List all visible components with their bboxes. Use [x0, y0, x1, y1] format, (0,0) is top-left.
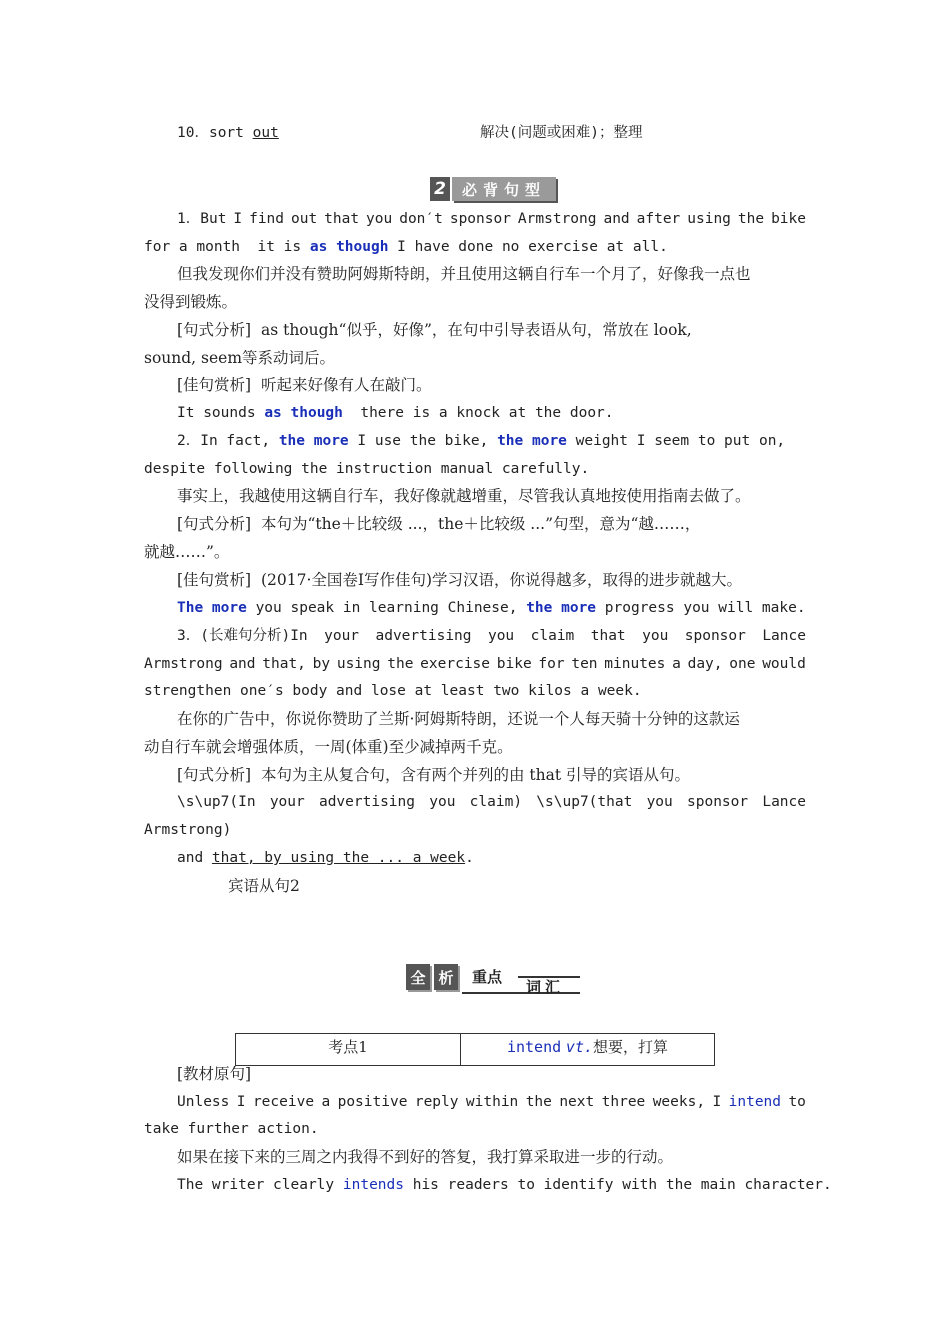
word: one: [729, 656, 756, 672]
word: don′t: [399, 211, 443, 227]
s2-example-chinese: [177, 570, 806, 590]
word: would: [762, 656, 806, 672]
word: that: [590, 628, 626, 644]
word: claim: [530, 628, 575, 644]
word: by: [312, 656, 331, 672]
s1-example-chinese: [177, 375, 806, 395]
word: you: [487, 628, 515, 644]
word: you: [642, 628, 669, 644]
text-segment: 2．In fact,: [177, 433, 279, 449]
word: positive: [337, 1094, 408, 1110]
word: exercise: [420, 656, 491, 672]
word: and: [603, 211, 630, 227]
orig-example-english: [177, 1175, 832, 1195]
keyword-the-more: the more: [278, 433, 349, 449]
s3-analysis: [177, 765, 806, 785]
word: the: [737, 211, 765, 227]
s1-english-line1: [177, 209, 806, 229]
word: a: [672, 656, 681, 672]
word: out: [290, 211, 318, 227]
section-header-sentence-patterns: [430, 177, 556, 201]
word: using: [336, 656, 381, 672]
text-segment: 本句为主从复合句，含有两个并列的由 that 引导的宾语从句。: [251, 766, 691, 784]
banner-word-focus: 重点: [472, 968, 503, 986]
key-point-word: [461, 1034, 715, 1066]
orig-english-line1: [177, 1092, 806, 1112]
keyword-the-more: The more: [177, 600, 247, 616]
keyword-the-more: the more: [497, 433, 567, 449]
word: ten: [571, 656, 598, 672]
keyword-intend: intend: [728, 1094, 782, 1110]
text-segment: his readers to identify with the main character.: [403, 1177, 832, 1193]
part-of-speech: vt.: [565, 1038, 594, 1056]
word: next: [559, 1094, 595, 1110]
word: I: [233, 211, 243, 227]
word: day,: [687, 656, 723, 672]
s1-analysis-line2: sound, seem等系动词后。: [144, 349, 336, 367]
word: Armstrong: [517, 211, 597, 227]
s3-field-code-line1: [177, 792, 806, 812]
textbook-sentence-label: [教材原句]: [177, 1065, 252, 1083]
word: claim): [469, 794, 523, 810]
s3-and-clause: [177, 848, 806, 868]
s1-english-line2: [144, 237, 806, 257]
s1-analysis-line1: [177, 320, 806, 340]
word: to: [788, 1094, 806, 1110]
keyword-as-though: as though: [309, 239, 389, 255]
banner-char-1: 全: [406, 964, 430, 990]
example-label: [佳句赏析]: [177, 376, 252, 394]
word: find: [249, 211, 285, 227]
vocab-item-10: [177, 123, 806, 143]
word: sponsor: [684, 628, 746, 644]
object-clause-label: 宾语从句2: [228, 877, 300, 895]
word: Lance: [762, 794, 806, 810]
text-segment: you speak in learning Chinese,: [246, 600, 527, 616]
word: I: [236, 1094, 246, 1110]
s3-field-code-line2: Armstrong): [144, 822, 232, 838]
s1-chinese-line1: 但我发现你们并没有赞助阿姆斯特朗，并且使用这辆自行车一个月了，好像我一点也: [177, 265, 751, 283]
word: three: [601, 1094, 646, 1110]
word: 3．(长难句分析)In: [177, 628, 308, 644]
word: minutes: [604, 656, 666, 672]
analysis-label: [句式分析]: [177, 515, 252, 533]
word: after: [636, 211, 681, 227]
word: 1．But: [177, 211, 227, 227]
orig-chinese: 如果在接下来的三周之内我得不到好的答复，我打算采取进一步的行动。: [177, 1148, 674, 1166]
s2-analysis-line2: 就越……”。: [144, 543, 230, 561]
s2-analysis-line1: [177, 514, 806, 534]
underlined-clause: that, by using the ... a week: [211, 850, 466, 866]
word: advertising: [318, 794, 415, 810]
item-10-particle: out: [252, 125, 279, 141]
word: you: [429, 794, 456, 810]
text-segment: 本句为“the＋比较级 ...，the＋比较级 ...”句型，意为“越……，: [251, 515, 701, 533]
s1-example-english: [177, 403, 806, 423]
s1-chinese-line2: 没得到锻炼。: [144, 293, 238, 311]
s2-chinese: 事实上，我越使用这辆自行车，我好像就越增重，尽管我认真地按使用指南去做了。: [177, 487, 751, 505]
keyword-the-more: the more: [526, 600, 597, 616]
word: your: [324, 628, 360, 644]
word: I: [712, 1094, 722, 1110]
s2-english-line1: [177, 431, 806, 451]
item-10-number: 10．sort: [177, 125, 244, 141]
s3-english-line2: [144, 654, 806, 674]
text-segment: weight I seem to put on,: [566, 433, 786, 449]
s3-english-line1: [177, 626, 806, 646]
s2-example-english: [177, 598, 806, 618]
word: and: [229, 656, 256, 672]
key-point-table: [235, 1033, 715, 1066]
text-segment: 听起来好像有人在敲门。: [251, 376, 432, 394]
word: weeks,: [652, 1094, 706, 1110]
text-segment: I have done no exercise at all.: [388, 239, 668, 255]
text-segment: (2017·全国卷Ⅰ写作佳句)学习汉语，你说得越多，取得的进步就越大。: [251, 571, 743, 589]
text-segment: there is a knock at the door.: [342, 405, 614, 421]
word: sponsor: [687, 794, 749, 810]
word: Lance: [762, 628, 806, 644]
text-segment: The writer clearly: [177, 1177, 343, 1193]
word: the: [387, 656, 414, 672]
headword: intend: [506, 1038, 562, 1056]
headword-meaning: 想要，打算: [593, 1038, 669, 1056]
s3-chinese-line1: 在你的广告中，你说你赞助了兰斯·阿姆斯特朗，还说一个人每天骑十分钟的这款运: [177, 710, 740, 728]
banner-word-vocab: 词汇: [526, 978, 565, 996]
word: bike: [496, 656, 532, 672]
word: advertising: [375, 628, 472, 644]
word: bike: [771, 211, 806, 227]
word: a: [321, 1094, 331, 1110]
word: using: [687, 211, 731, 227]
word: for: [538, 656, 565, 672]
text-segment: progress you will make.: [596, 600, 806, 616]
keyword-intends: intends: [342, 1177, 404, 1193]
word: \s\up7(that: [536, 794, 633, 810]
s3-english-line3: strengthen one′s body and lose at least two kilos a week.: [144, 683, 642, 699]
word: you: [366, 211, 393, 227]
analysis-label: [句式分析]: [177, 766, 252, 784]
word: receive: [252, 1094, 315, 1110]
text-segment: and: [177, 850, 212, 866]
keyword-as-though: as though: [264, 405, 343, 421]
banner-char-2: 析: [434, 964, 458, 990]
item-10-meaning: 解决(问题或困难)；整理: [480, 125, 643, 141]
word: the: [525, 1094, 552, 1110]
example-label: [佳句赏析]: [177, 571, 252, 589]
word: reply: [414, 1094, 459, 1110]
word: Unless: [177, 1094, 230, 1110]
analysis-label: [句式分析]: [177, 321, 252, 339]
word: that,: [262, 656, 306, 672]
text-segment: as though“似乎，好像”，在句中引导表语从句，常放在 look,: [251, 321, 692, 339]
word: within: [465, 1094, 519, 1110]
text-segment: I use the bike,: [348, 433, 498, 449]
word: \s\up7(In: [177, 794, 256, 810]
section-number-badge: 2: [430, 177, 450, 201]
s2-english-line2: despite following the instruction manual carefully.: [144, 461, 590, 477]
word: your: [269, 794, 305, 810]
orig-english-line2: take further action.: [144, 1121, 319, 1137]
section-title: 必背句型: [452, 177, 556, 201]
word: sponsor: [449, 211, 511, 227]
word: you: [646, 794, 673, 810]
text-segment: .: [465, 850, 474, 866]
text-segment: It sounds: [177, 405, 265, 421]
s3-chinese-line2: 动自行车就会增强体质，一周(体重)至少减掉两千克。: [144, 738, 513, 756]
text-segment: for a month it is: [144, 239, 310, 255]
banner-key-vocabulary: [406, 964, 582, 998]
word: that: [324, 211, 360, 227]
word: Armstrong: [144, 656, 223, 672]
key-point-label: 考点1: [236, 1034, 461, 1066]
